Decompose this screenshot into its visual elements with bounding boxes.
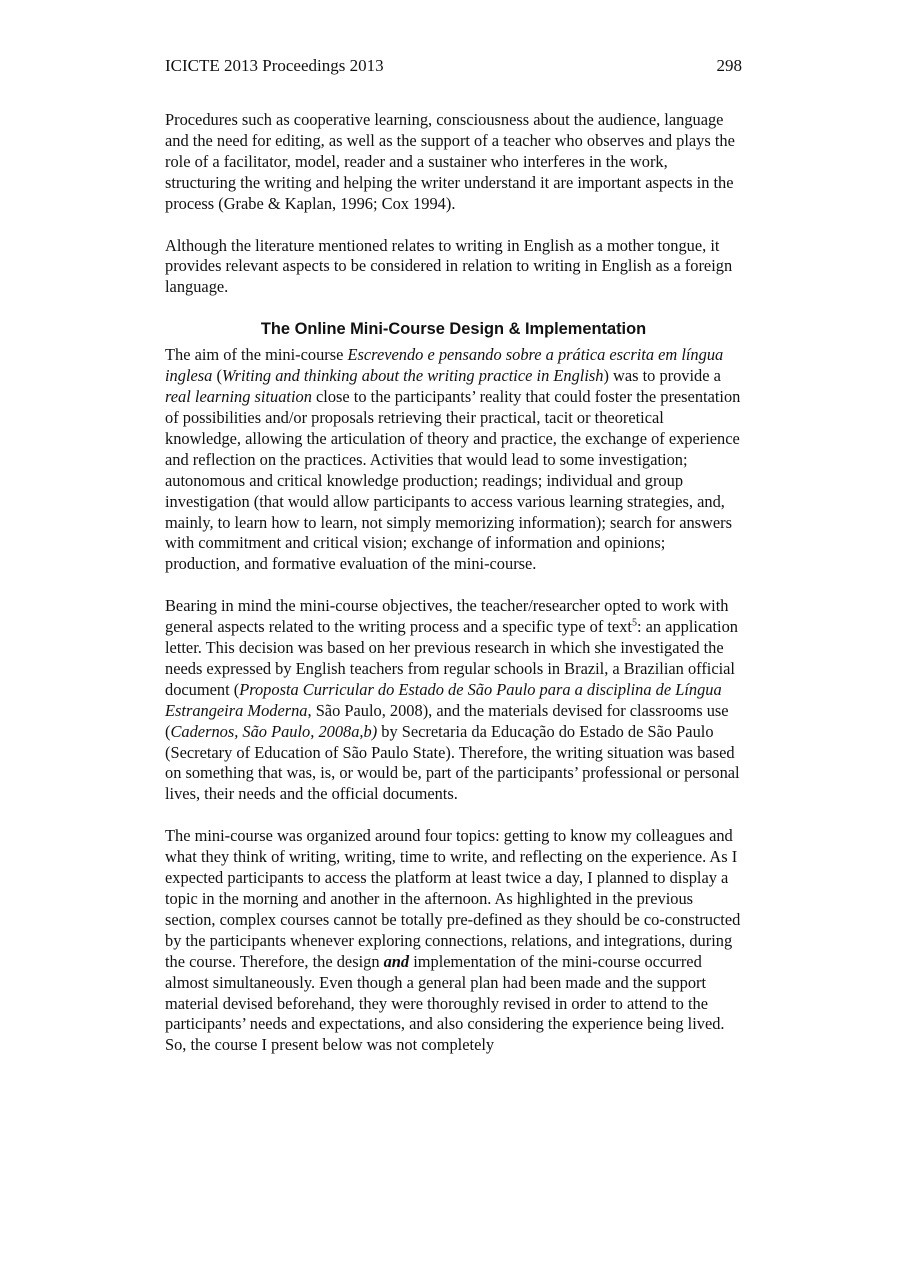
header-title: ICICTE 2013 Proceedings 2013 [165,56,384,75]
running-header [165,56,742,76]
course-title-portuguese: Escrevendo e pensando sobre a prática escrita em língua inglesa [165,345,724,386]
objectives-text-4: by Secretaria da Educação do Estado de São Paulo (Secretary of Education of São Paulo State). Therefore, the writing situation was based on something that was, is, or would be, part of the participants’ professional or personal lives, their needs and the official documents. [165,721,740,804]
real-learning-situation: real learning situation [165,387,312,407]
objectives-text-3: , São Paulo, 2008), and the materials devised for classrooms use ( [165,700,729,741]
paragraph-procedures: Procedures such as cooperative learning, consciousness about the audience, language and the need for editing, as well as the support of a teacher who observes and plays the role of a facilitator, model, reader and a sustainer who interferes in the work, structuring the writing and helping the writer understand it are important aspects in the process (Grabe & Kaplan, 1996; Cox 1994). [165,110,735,213]
paragraph-literature: Although the literature mentioned relates to writing in English as a mother tongue, it provides relevant aspects to be considered in relation to writing in English as a foreign language. [165,235,733,297]
body-text [165,110,742,1056]
cadernos-reference: Cadernos, São Paulo, 2008a,b) [170,721,378,741]
section-heading: The Online Mini-Course Design & Implementation [260,320,647,339]
page-number: 298 [716,56,742,75]
aim-text-4: close to the participants’ reality that could foster the presentation of possibilities and/or proposals retrieving their practical, tacit or theoretical knowledge, allowing the articulation of theory and practice, the exchange of experience and reflection on the practices. Activities that would lead to some investigation; autonomous and critical knowledge production; readings; individual and group investigation (that would allow participants to access various learning strategies, and, mainly, to learn how to learn, not simply memorizing information); search for answers with commitment and critical vision; exchange of information and opinions; production, and formative evaluation of the mini-course. [165,387,741,574]
course-title-english: Writing and thinking about the writing practice in English [221,366,604,386]
aim-text-1: The aim of the mini-course [165,345,348,365]
aim-text-2: ( [212,366,222,386]
paragraph-objectives [165,596,742,805]
paragraph-organization [165,826,742,1056]
organization-text-1: The mini-course was organized around four topics: getting to know my colleagues and what they think of writing, writing, time to write, and reflecting on the experience. As I expected participants to access the platform at least twice a day, I planned to display a topic in the morning and another in the afternoon. As highlighted in the previous section, complex courses cannot be totally pre-defined as they should be co-constructed by the participants whenever exploring connections, relations, and integrations, during the course. Therefore, the design [165,826,741,971]
footnote-reference[interactable]: 5 [631,617,637,629]
aim-text-3: ) was to provide a [603,366,721,386]
page [165,56,742,1077]
organization-text-2: implementation of the mini-course occurred almost simultaneously. Even though a general plan had been made and the support material devised beforehand, they were thoroughly revised in order to attend to the participants’ needs and expectations, and also considering the experience being lived. So, the course I present below was not completely [165,951,725,1055]
paragraph-aim [165,345,742,575]
objectives-text-2: : an application letter. This decision was based on her previous research in which she investigated the needs expressed by English teachers from regular schools in Brazil, a Brazilian official document ( [165,617,738,699]
objectives-text-1: Bearing in mind the mini-course objectives, the teacher/researcher opted to work with general aspects related to the writing process and a specific type of text [165,596,729,637]
official-document-title: Proposta Curricular do Estado de São Paulo para a disciplina de Língua Estrangeira Moderna [165,679,722,720]
emphasis-and: and [383,951,410,971]
